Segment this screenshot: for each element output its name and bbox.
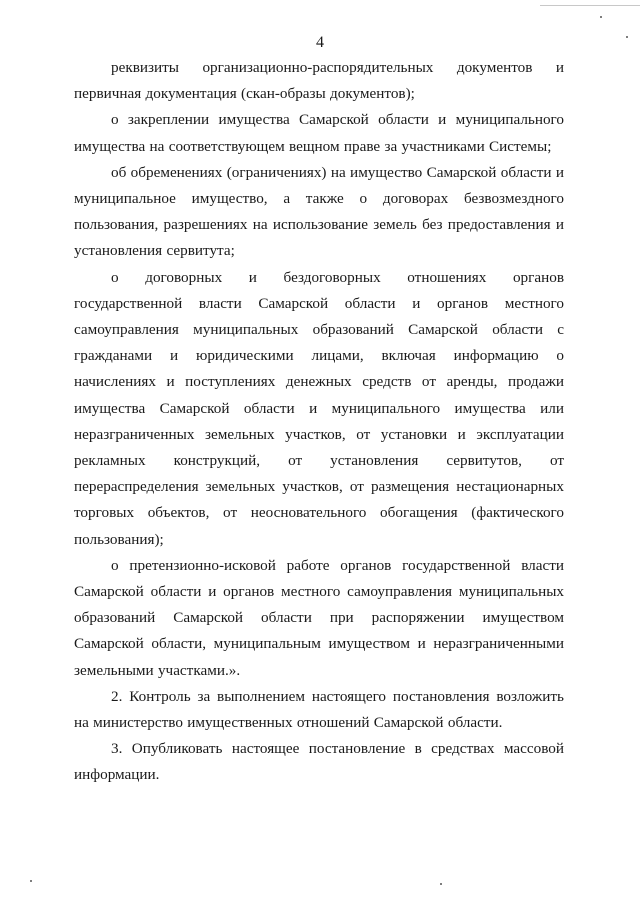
paragraph-property-assignment: о закреплении имущества Самарской области и муниципального имущества на соответствующем вещном праве за участниками Системы; <box>74 111 564 155</box>
paragraph-requisites: реквизиты организационно-распорядительных документов и первичная документация (скан-образы документов); <box>74 59 564 103</box>
paragraph-encumbrances: об обременениях (ограничениях) на имущество Самарской области и муниципальное имущество, а также о договорах безвозмездного пользования, разрешениях на использование земель без предоставления и установления сервитута; <box>74 163 564 260</box>
scan-speck <box>440 883 442 885</box>
scan-edge-line <box>540 5 640 6</box>
paragraph-control: 2. Контроль за выполнением настоящего постановления возложить на министерство имущественных отношений Самарской области. <box>74 687 564 732</box>
scan-speck <box>30 880 32 882</box>
paragraph-publication: 3. Опубликовать настоящее постановление в средствах массовой информации. <box>74 740 564 784</box>
paragraph-contractual-relations: о договорных и бездоговорных отношениях органов государственной власти Самарской области и органов местного самоуправления муниципальных образований Самарской области с гражданами и юридическими лицами, включая информацию о начислениях и поступлениях денежных средств от аренды, продажи имущества Самарской области и муниципального имущества или неразграниченных земельных участков, от установки и эксплуатации рекламных конструкций, от установления сервитутов, от перераспределения земельных участков, от размещения нестационарных торговых объектов, от неосновательного обогащения (фактического пользования); <box>74 268 564 548</box>
paragraph-claims-work: о претензионно-исковой работе органов государственной власти Самарской области и органов местного самоуправления муниципальных образований Самарской области при распоряжении имуществом Самарской области, муниципальным имуществом и неразграниченными земельными участками.». <box>74 556 564 679</box>
scan-speck <box>600 16 602 18</box>
page-number: 4 <box>316 34 324 51</box>
document-body <box>74 55 564 789</box>
